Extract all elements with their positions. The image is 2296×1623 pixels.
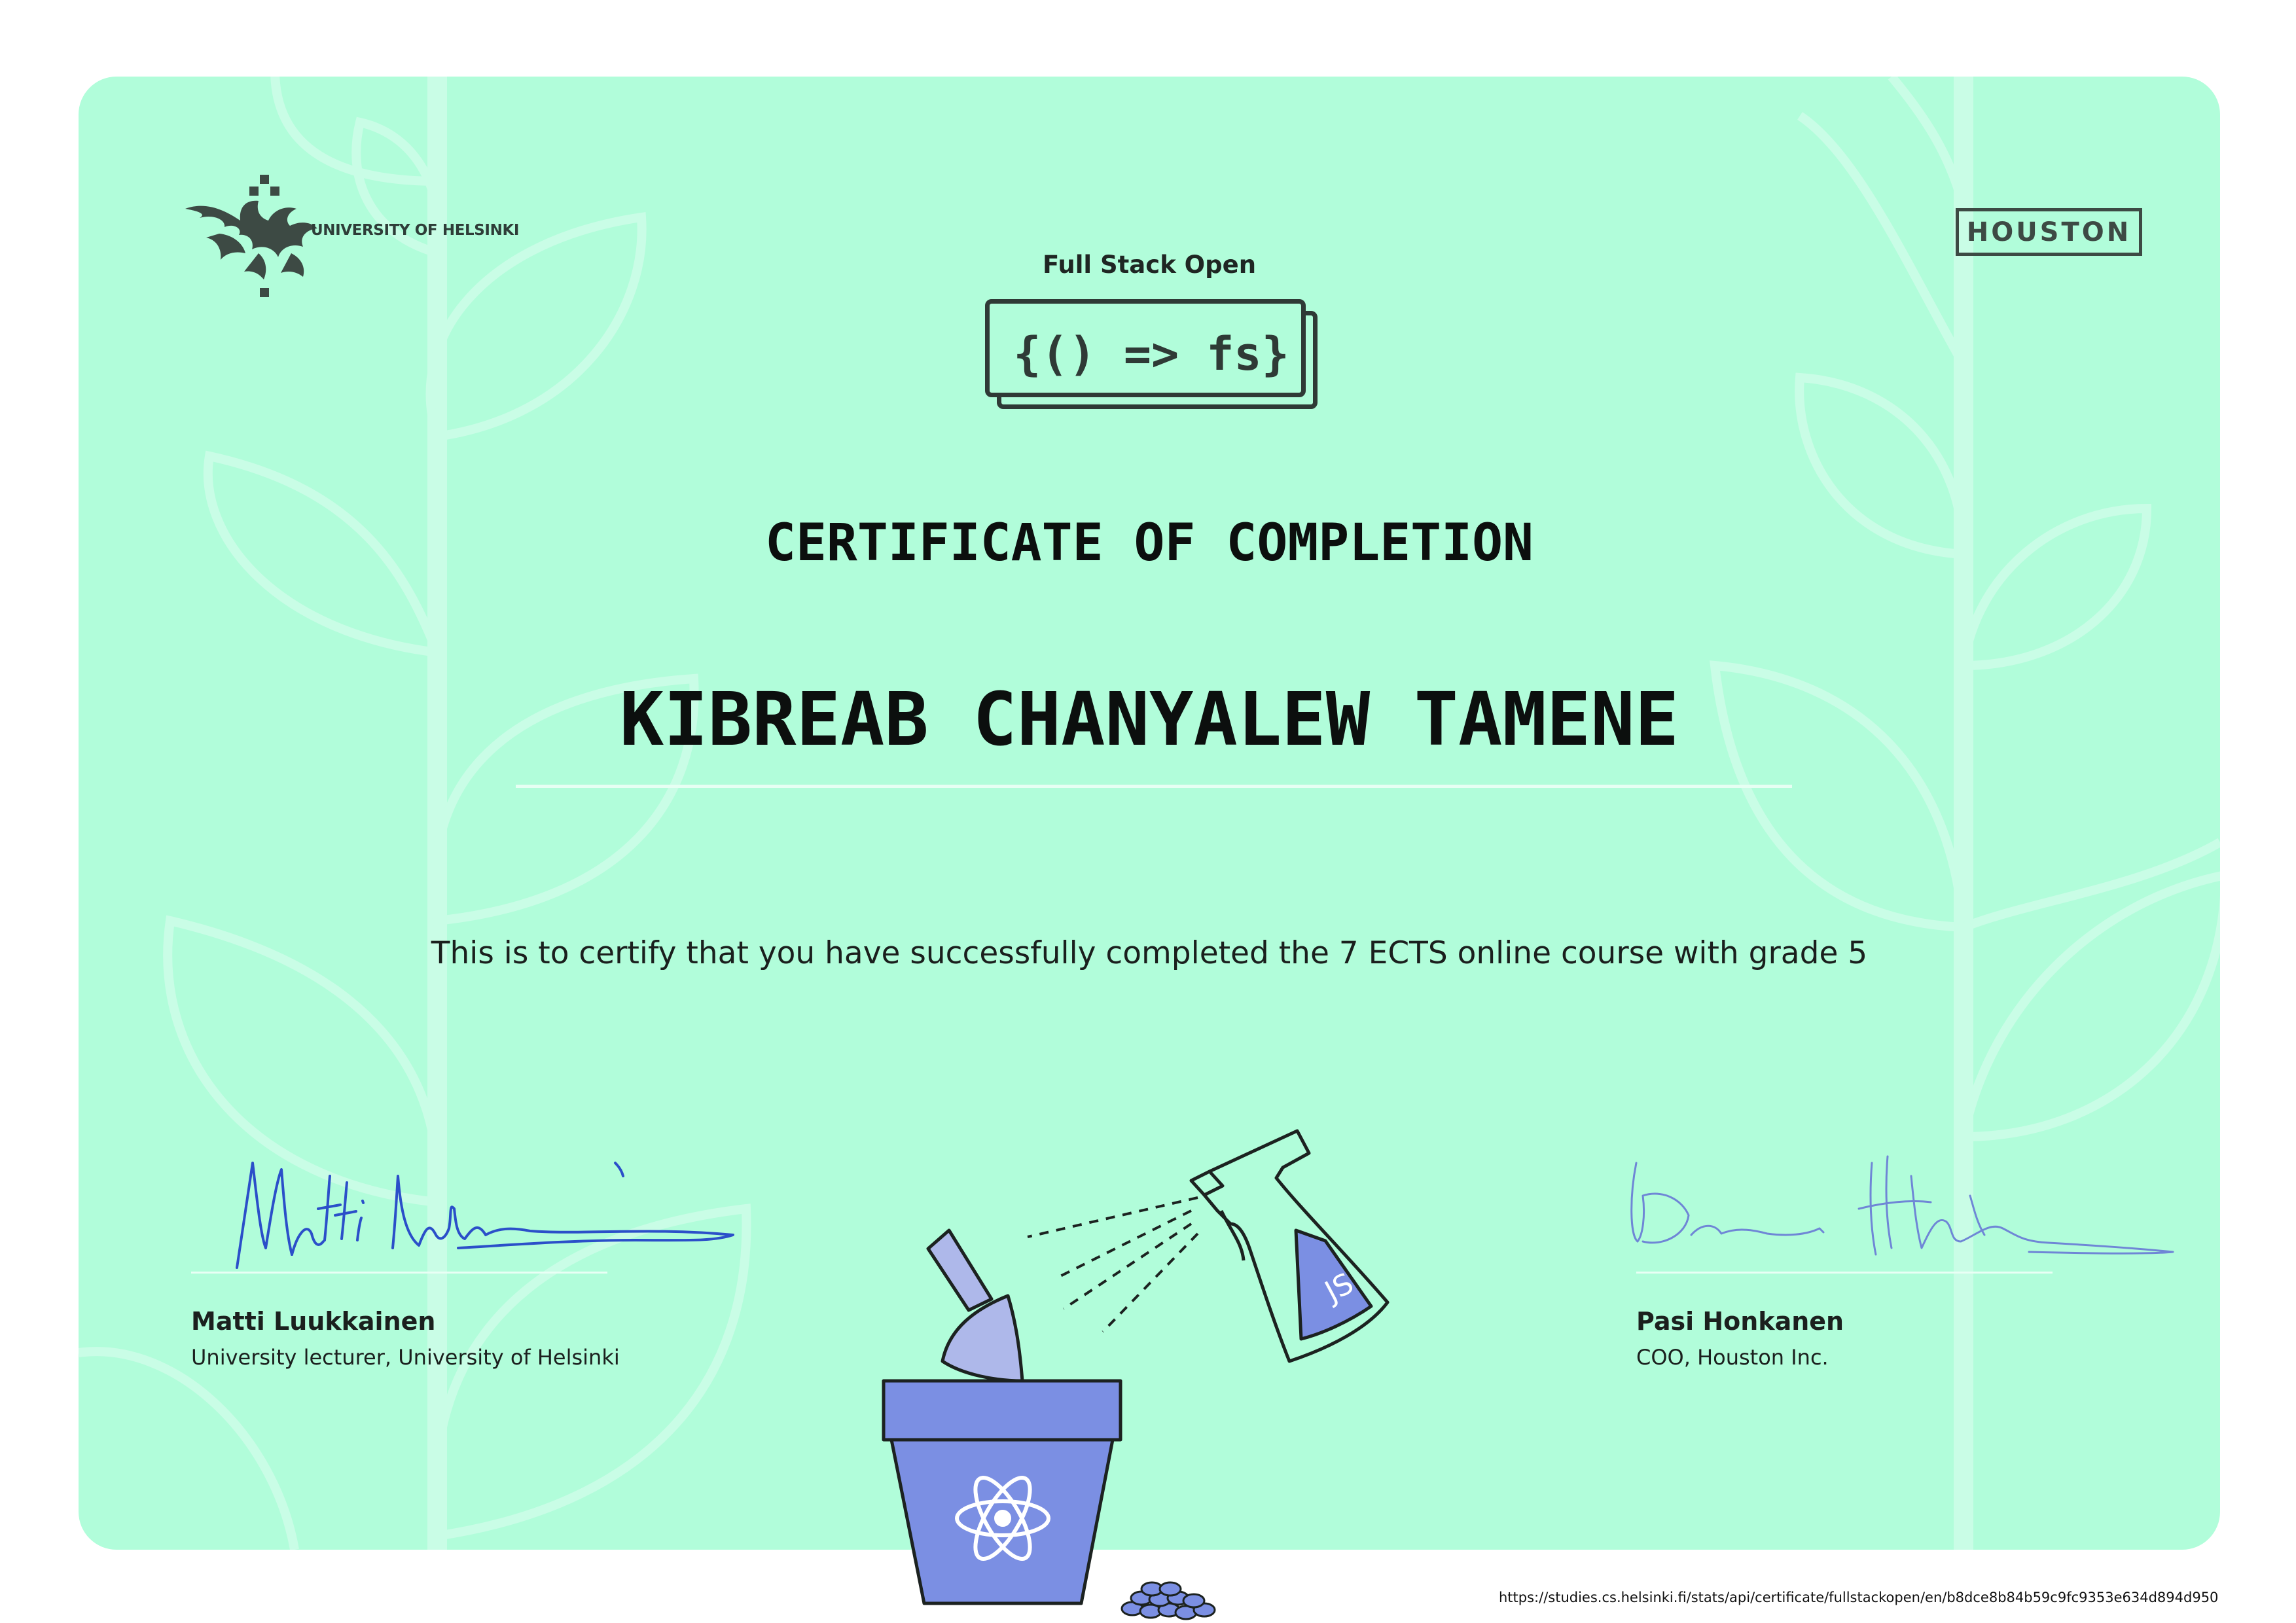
spray-bottle [1191, 1131, 1388, 1361]
fullstack-logo [985, 299, 1332, 423]
fullstack-logo-text: {() => fs} [1013, 327, 1289, 381]
left-signature-line [191, 1272, 607, 1274]
right-signer-name: Pasi Honkanen [1636, 1307, 1844, 1336]
right-signer-role: COO, Houston Inc. [1636, 1345, 1829, 1370]
completion-statement: This is to certify that you have successfully completed the 7 ECTS online course with grade 5 [431, 935, 1868, 971]
pot-and-spray-illustration [851, 1113, 1453, 1623]
right-signature-image [1623, 1137, 2186, 1281]
houston-logo: HOUSTON [1956, 208, 2142, 256]
left-signature-image [229, 1124, 753, 1287]
recipient-underline [516, 785, 1792, 788]
verification-url: https://studies.cs.helsinki.fi/stats/api/certificate/fullstackopen/en/b8dce8b84b59c9fc9353e634d894d950 [1499, 1590, 2219, 1605]
course-name: Full Stack Open [1042, 251, 1257, 279]
bottle-label: JS [1319, 1266, 1359, 1309]
left-signer-role: University lecturer, University of Helsinki [191, 1345, 620, 1370]
university-name: UNIVERSITY OF HELSINKI [311, 222, 520, 239]
seed-pile [1122, 1582, 1215, 1619]
spray-mist-lines [1028, 1198, 1198, 1332]
recipient-name: KIBREAB CHANYALEW TAMENE [619, 677, 1679, 762]
right-signature-line [1636, 1272, 2053, 1274]
trowel [928, 1230, 1022, 1381]
certificate-title: CERTIFICATE OF COMPLETION [765, 514, 1534, 573]
left-signer-name: Matti Luukkainen [191, 1307, 436, 1336]
